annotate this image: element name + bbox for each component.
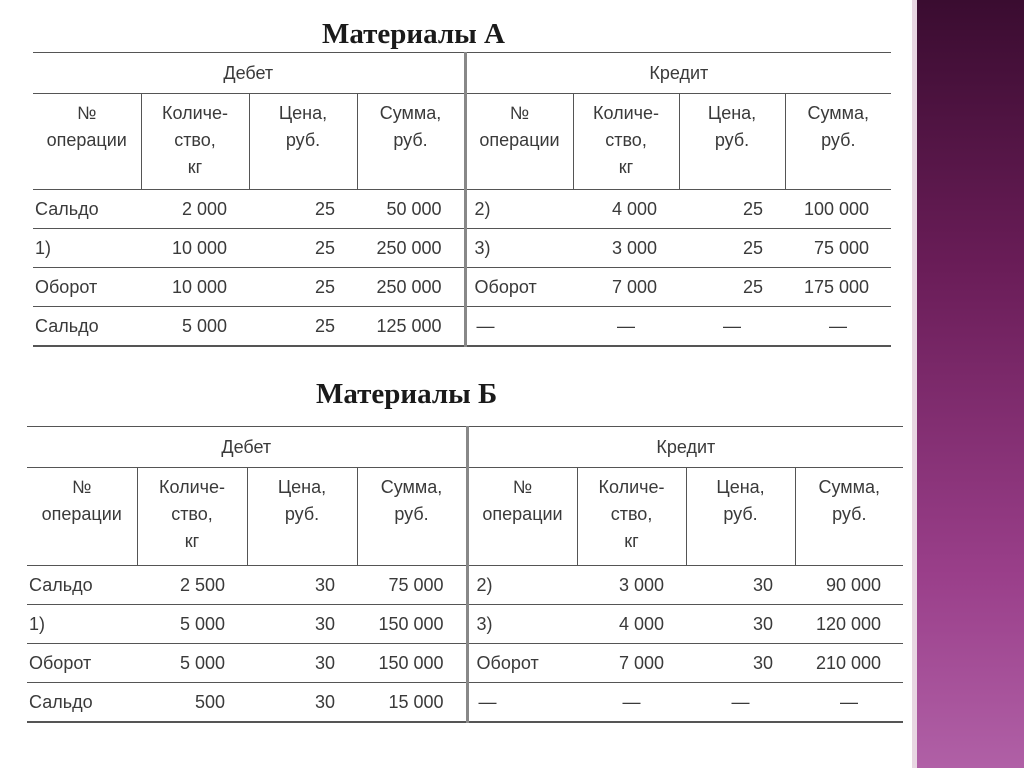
cell: 210 000 (795, 644, 903, 683)
ledger-table-a (33, 52, 891, 347)
table-a-title: Материалы А (322, 18, 505, 50)
cell: 3) (465, 229, 573, 268)
cell: 150 000 (357, 605, 467, 644)
cell: 30 (247, 644, 357, 683)
cell: 3) (467, 605, 577, 644)
col-header-num: № операции (465, 94, 573, 190)
cell: 125 000 (357, 307, 465, 347)
ledger-table-b (27, 426, 903, 723)
cell: 7 000 (573, 268, 679, 307)
col-header-qty: Количе- ство, кг (141, 94, 249, 190)
cell: 75 000 (785, 229, 891, 268)
cell: Оборот (465, 268, 573, 307)
col-header-num: № операции (33, 94, 141, 190)
col-header-sum: Сумма, руб. (357, 94, 465, 190)
col-header-qty: Количе- ство, кг (137, 468, 247, 566)
col-header-price: Цена, руб. (249, 94, 357, 190)
cell: — (686, 683, 795, 723)
cell: — (785, 307, 891, 347)
cell: 1) (33, 229, 141, 268)
decorative-side-bar (912, 0, 1024, 768)
cell: 500 (137, 683, 247, 723)
cell: Сальдо (27, 683, 137, 723)
cell: 5 000 (137, 605, 247, 644)
cell: — (577, 683, 686, 723)
cell: 25 (679, 190, 785, 229)
cell: — (573, 307, 679, 347)
cell: — (467, 683, 577, 723)
cell: 30 (686, 605, 795, 644)
table-b-caption (0, 378, 912, 418)
col-header-num: № операции (27, 468, 137, 566)
cell: 7 000 (577, 644, 686, 683)
cell: 3 000 (577, 566, 686, 605)
cell: 4 000 (573, 190, 679, 229)
col-header-price: Цена, руб. (247, 468, 357, 566)
side-header-row (27, 427, 903, 468)
table-row (33, 190, 891, 229)
cell: 30 (686, 644, 795, 683)
table-row (27, 566, 903, 605)
table-row (27, 644, 903, 683)
table-row (33, 268, 891, 307)
cell: 2) (467, 566, 577, 605)
cell: 10 000 (141, 229, 249, 268)
cell: Сальдо (33, 307, 141, 347)
cell: Оборот (467, 644, 577, 683)
cell: 120 000 (795, 605, 903, 644)
cell: Оборот (33, 268, 141, 307)
cell: — (795, 683, 903, 723)
col-header-sum: Сумма, руб. (785, 94, 891, 190)
table-row (27, 605, 903, 644)
cell: 150 000 (357, 644, 467, 683)
cell: 25 (679, 268, 785, 307)
column-header-row (27, 468, 903, 566)
cell: Сальдо (27, 566, 137, 605)
col-header-num: № операции (467, 468, 577, 566)
cell: 30 (247, 605, 357, 644)
cell: 50 000 (357, 190, 465, 229)
table-b-title: Материалы Б (316, 378, 498, 410)
cell: 30 (247, 683, 357, 723)
cell: 1) (27, 605, 137, 644)
side-header-row (33, 53, 891, 94)
cell: 30 (247, 566, 357, 605)
cell: 25 (249, 268, 357, 307)
cell: 90 000 (795, 566, 903, 605)
cell: 5 000 (137, 644, 247, 683)
cell: 100 000 (785, 190, 891, 229)
col-header-sum: Сумма, руб. (795, 468, 903, 566)
table-row (27, 683, 903, 723)
col-header-qty: Количе- ство, кг (577, 468, 686, 566)
cell: 30 (686, 566, 795, 605)
cell: 25 (249, 190, 357, 229)
col-header-price: Цена, руб. (686, 468, 795, 566)
cell: 4 000 (577, 605, 686, 644)
col-header-sum: Сумма, руб. (357, 468, 467, 566)
col-header-qty: Количе- ство, кг (573, 94, 679, 190)
cell: 2 000 (141, 190, 249, 229)
cell: 25 (249, 307, 357, 347)
credit-header: Кредит (467, 427, 903, 468)
table-row (33, 307, 891, 347)
cell: 250 000 (357, 229, 465, 268)
column-header-row (33, 94, 891, 190)
cell: 2 500 (137, 566, 247, 605)
debit-header: Дебет (27, 427, 467, 468)
cell: 15 000 (357, 683, 467, 723)
cell: 175 000 (785, 268, 891, 307)
credit-header: Кредит (465, 53, 891, 94)
table-row (33, 229, 891, 268)
cell: 25 (679, 229, 785, 268)
col-header-price: Цена, руб. (679, 94, 785, 190)
cell: 10 000 (141, 268, 249, 307)
cell: Сальдо (33, 190, 141, 229)
cell: 2) (465, 190, 573, 229)
cell: — (679, 307, 785, 347)
cell: — (465, 307, 573, 347)
cell: 3 000 (573, 229, 679, 268)
cell: Оборот (27, 644, 137, 683)
cell: 250 000 (357, 268, 465, 307)
cell: 5 000 (141, 307, 249, 347)
debit-header: Дебет (33, 53, 465, 94)
cell: 75 000 (357, 566, 467, 605)
cell: 25 (249, 229, 357, 268)
